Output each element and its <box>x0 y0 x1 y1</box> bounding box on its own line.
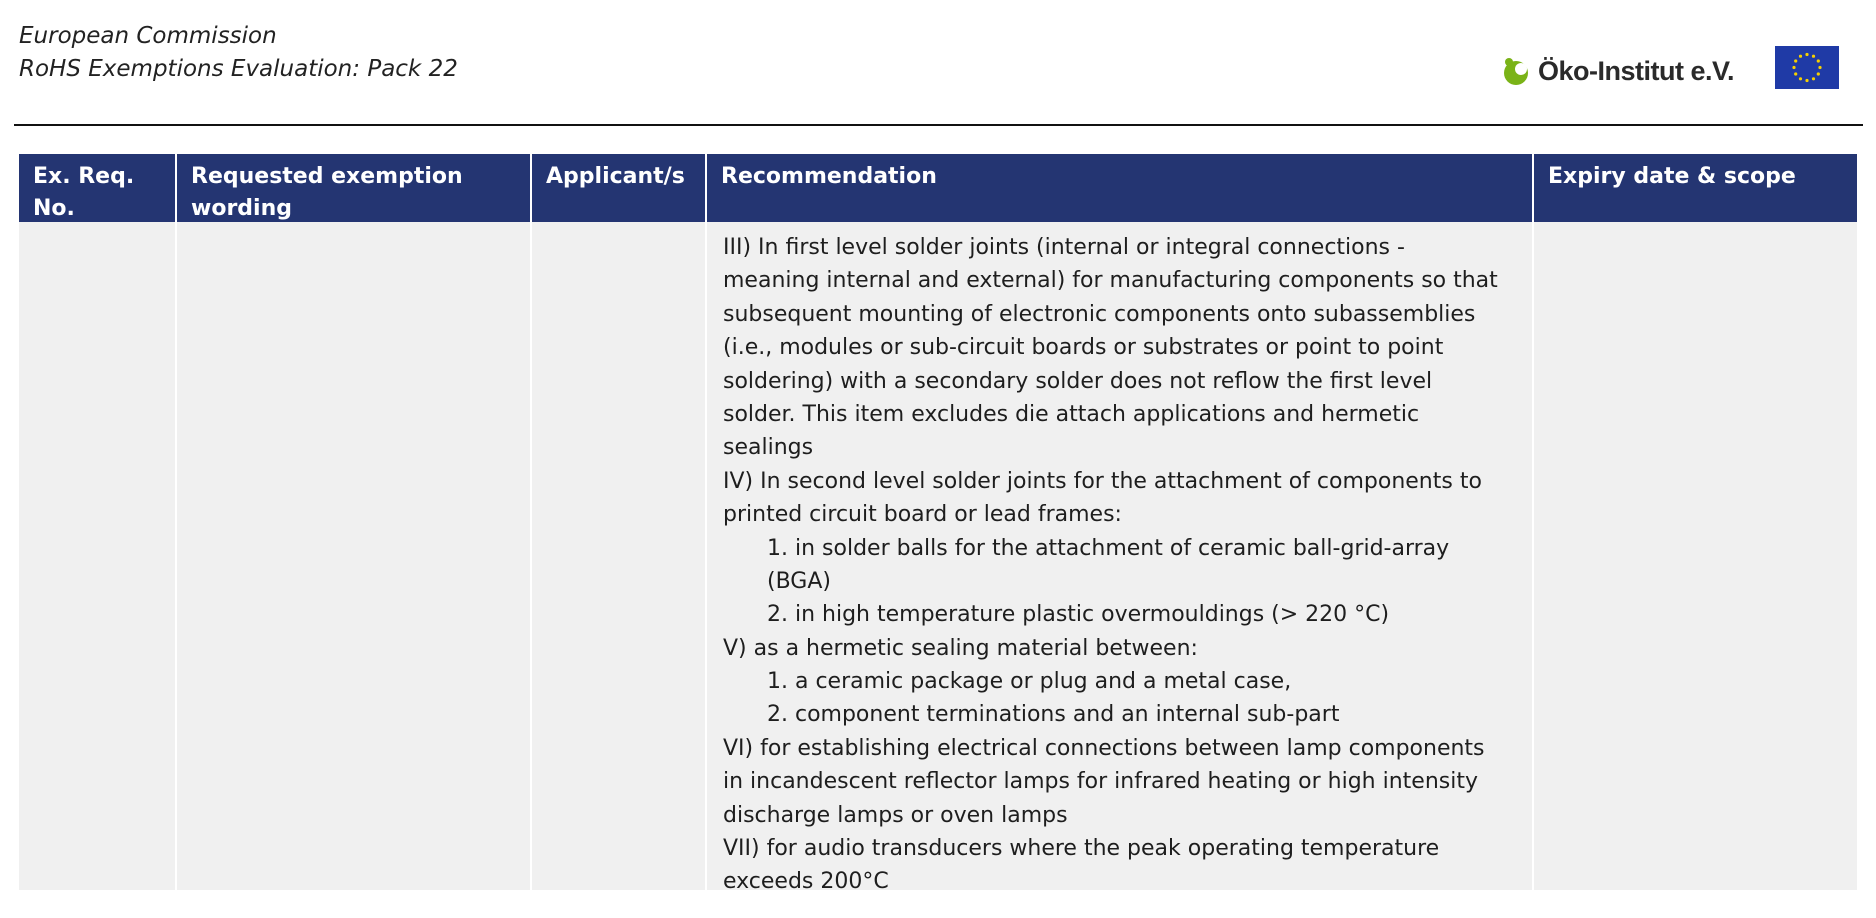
recommendation-sub-item: 2. component terminations and an internal sub-part <box>767 702 1340 728</box>
recommendation-line: meaning internal and external) for manufacturing components so that <box>723 268 1498 294</box>
header-organization: European Commission <box>19 23 277 49</box>
recommendation-line: solder. This item excludes die attach applications and hermetic <box>723 401 1420 427</box>
recommendation-line: (i.e., modules or sub-circuit boards or substrates or point to point <box>723 335 1444 361</box>
table-row <box>19 222 1857 895</box>
cell-recommendation <box>707 222 1532 895</box>
oeko-leaf-icon <box>1500 55 1532 87</box>
recommendation-line: III) In first level solder joints (internal or integral connections - <box>723 235 1405 260</box>
recommendation-line: in incandescent reflector lamps for infrared heating or high intensity <box>723 769 1478 795</box>
table-header-row <box>19 154 1857 222</box>
exemption-table <box>19 154 1857 895</box>
recommendation-line: soldering) with a secondary solder does not reflow the first level <box>723 368 1433 394</box>
recommendation-line: V) as a hermetic sealing material between: <box>723 635 1198 661</box>
document-header <box>0 0 1876 126</box>
recommendation-line: VI) for establishing electrical connections between lamp components <box>723 735 1485 761</box>
cell-expiry <box>1534 222 1857 890</box>
column-header-ex-req-no: Ex. Req. No. <box>19 154 175 222</box>
recommendation-sub-item: 1. in solder balls for the attachment of ceramic ball-grid-array <box>767 535 1450 561</box>
column-header-requested-wording: Requested exemption wording <box>177 154 530 222</box>
recommendation-line: subsequent mounting of electronic components onto subassemblies <box>723 301 1476 327</box>
recommendation-line: VII) for audio transducers where the peak operating temperature <box>723 836 1440 862</box>
eu-flag-icon <box>1775 46 1839 89</box>
recommendation-line: exceeds 200°C <box>723 869 889 895</box>
cell-ex-req-no <box>19 222 175 890</box>
column-header-applicants: Applicant/s <box>532 154 705 222</box>
recommendation-sub-item: (BGA) <box>767 568 831 594</box>
header-report-title: RoHS Exemptions Evaluation: Pack 22 <box>19 56 458 82</box>
recommendation-line: IV) In second level solder joints for the attachment of components to <box>723 468 1482 494</box>
recommendation-line: printed circuit board or lead frames: <box>723 502 1122 528</box>
recommendation-sub-item: 2. in high temperature plastic overmouldings (> 220 °C) <box>767 602 1390 628</box>
column-header-expiry: Expiry date & scope <box>1534 154 1857 222</box>
cell-applicants <box>532 222 705 890</box>
recommendation-sub-item: 1. a ceramic package or plug and a metal case, <box>767 669 1292 695</box>
oeko-logo-text: Öko-Institut e.V. <box>1538 55 1735 86</box>
cell-requested-wording <box>177 222 530 890</box>
column-header-recommendation: Recommendation <box>707 154 1532 222</box>
recommendation-line: sealings <box>723 435 814 461</box>
header-divider <box>14 124 1863 126</box>
oeko-institut-logo <box>1500 54 1734 88</box>
recommendation-text <box>723 231 1523 899</box>
recommendation-line: discharge lamps or oven lamps <box>723 802 1068 828</box>
